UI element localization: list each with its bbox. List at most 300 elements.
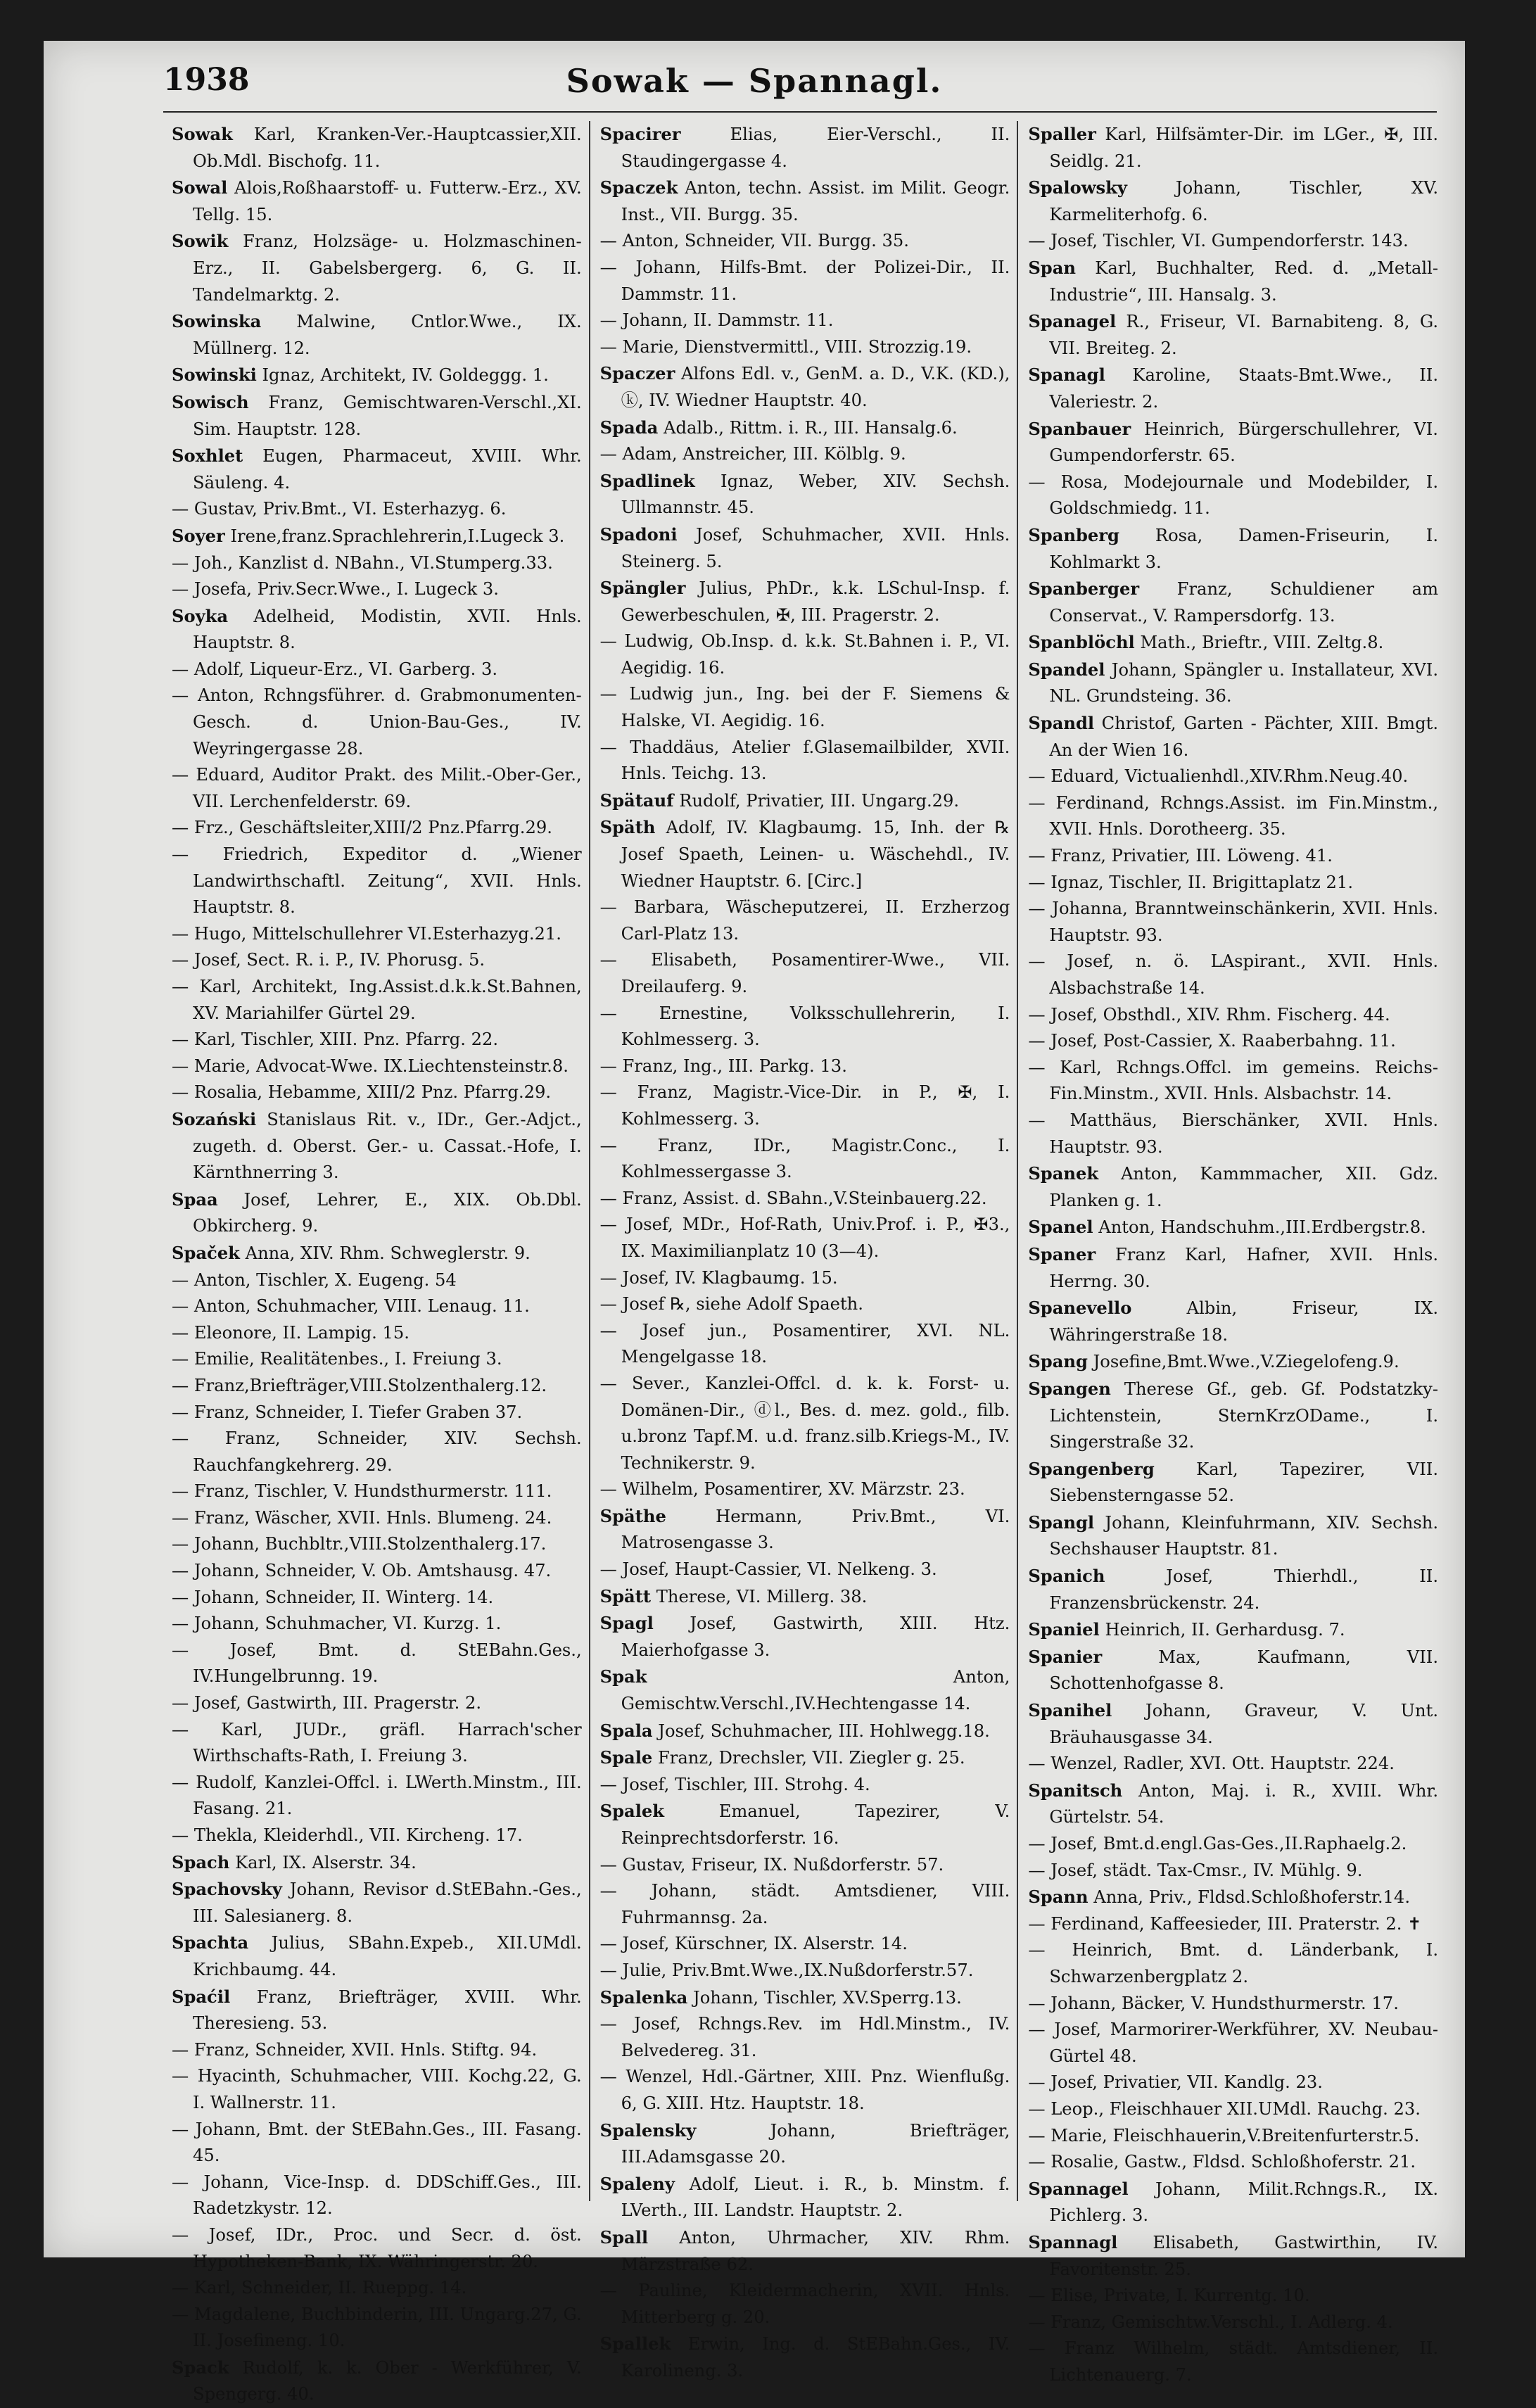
- entry-details: Max, Kaufmann, VII. Schottenhofgasse 8.: [1049, 1647, 1439, 1694]
- entry-surname: Spanihel: [1028, 1700, 1112, 1721]
- entry-details: — Rosa, Modejournale und Modebilder, I. Goldschmiedg. 11.: [1028, 471, 1439, 519]
- entry-surname: Spang: [1028, 1351, 1088, 1372]
- entry-details: — Josef, Sect. R. i. P., IV. Phorusg. 5.: [172, 950, 485, 970]
- entry-details: — Eduard, Auditor Prakt. des Milit.-Ober-Ger., VII. Lerchenfelderstr. 69.: [172, 765, 582, 811]
- column-middle: [589, 121, 1017, 2381]
- entry-surname: Soyka: [172, 605, 229, 626]
- directory-page: [44, 41, 1465, 2404]
- directory-entry: [172, 1770, 582, 1823]
- directory-entry: [172, 2355, 582, 2408]
- entry-surname: Spaa: [172, 1189, 218, 1210]
- entry-details: — Josef, IDr., Proc. und Secr. d. öst. Hypotheken-Bank, IX. Währingerstr. 20.: [172, 2224, 582, 2271]
- entry-details: Heinrich, Bürgerschullehrer, VI. Gumpendorferstr. 65.: [1049, 419, 1439, 466]
- entry-details: — Franz, Privatier, III. Löweng. 41.: [1028, 846, 1333, 866]
- entry-details: — Barbara, Wäscheputzerei, II. Erzherzog Carl-Platz 13.: [599, 897, 1010, 944]
- entry-details: Franz, Schuldiener am Conservat., V. Rampersdorfg. 13.: [1049, 579, 1439, 626]
- entry-details: Emanuel, Tapezirer, V. Reinprechtsdorferstr. 16.: [621, 1801, 1010, 1848]
- entry-details: Franz, Gemischtwaren-Verschl.,XI. Sim. Hauptstr. 128.: [193, 392, 582, 439]
- entry-details: — Anton, Rchngsführer. d. Grabmonumenten-Gesch. d. Union-Bau-Ges., IV. Weyringergasse 28.: [172, 685, 582, 759]
- entry-details: — Josef, Rchngs.Rev. im Hdl.Minstm., IV. Belvedereg. 31.: [599, 2014, 1010, 2060]
- directory-entry: [1028, 1991, 1438, 2017]
- entry-surname: Spann: [1028, 1887, 1088, 1908]
- directory-entry: [1028, 1028, 1438, 1055]
- directory-entry: [172, 576, 582, 603]
- entry-details: — Johann, Schneider, V. Ob. Amtshausg. 47.: [172, 1561, 552, 1581]
- entry-details: — Karl, Architekt, Ing.Assist.d.k.k.St.Bahnen, XV. Mariahilfer Gürtel 29.: [172, 977, 582, 1023]
- entry-details: — Eduard, Victualienhdl.,XIV.Rhm.Neug.40.: [1028, 766, 1409, 787]
- entry-details: Elisabeth, Gastwirthin, IV. Favoritenstr. 25.: [1049, 2232, 1439, 2279]
- entry-surname: Spangl: [1028, 1512, 1095, 1533]
- entry-details: Karl, Buchhalter, Red. d. „Metall-Industrie“, III. Hansalg. 3.: [1049, 258, 1439, 305]
- entry-details: — Emilie, Realitätenbes., I. Freiung 3.: [172, 1349, 502, 1369]
- directory-entry: [172, 1611, 582, 1637]
- entry-details: Karoline, Staats-Bmt.Wwe., II. Valeriestr. 2.: [1049, 365, 1439, 412]
- entry-surname: Soxhlet: [172, 445, 243, 467]
- directory-entry: [172, 1478, 582, 1505]
- entry-surname: Spanbauer: [1028, 418, 1131, 439]
- entry-surname: Spaller: [1028, 124, 1096, 144]
- entry-details: — Marie, Advocat-Wwe. IX.Liechtensteinstr.8.: [172, 1056, 569, 1076]
- entry-surname: Spängler: [599, 578, 686, 599]
- directory-entry: [600, 1186, 1010, 1212]
- entry-details: — Josefa, Priv.Secr.Wwe., I. Lugeck 3.: [172, 579, 499, 600]
- directory-entry: [600, 2331, 1010, 2384]
- directory-entry: [1028, 1160, 1438, 1214]
- directory-entry: [172, 2275, 582, 2302]
- entry-details: — Ernestine, Volksschullehrerin, I. Kohlmesserg. 3.: [599, 1003, 1010, 1050]
- entry-surname: Spaniel: [1028, 1619, 1100, 1640]
- directory-entry: [600, 2278, 1010, 2331]
- entry-surname: Spalowsky: [1028, 177, 1127, 198]
- entry-surname: Spagl: [599, 1613, 654, 1634]
- directory-entry: [600, 1265, 1010, 1292]
- directory-entry: [172, 228, 582, 308]
- directory-entry: [172, 443, 582, 496]
- directory-entry: [172, 1240, 582, 1267]
- directory-entry: [172, 523, 582, 550]
- directory-entry: [600, 735, 1010, 787]
- entry-details: Anton, Kammmacher, XII. Gdz. Planken g. 1.: [1049, 1164, 1439, 1210]
- directory-entry: [172, 496, 582, 523]
- entry-details: — Karl, Tischler, XIII. Pnz. Pfarrg. 22.: [172, 1029, 499, 1050]
- directory-entry: [172, 1293, 582, 1320]
- directory-entry: [600, 787, 1010, 815]
- entry-surname: Spack: [172, 2357, 229, 2378]
- entry-details: Julius, PhDr., k.k. LSchul-Insp. f. Gewerbeschulen, ✠, III. Pragerstr. 2.: [621, 578, 1010, 625]
- directory-entry: [1028, 1884, 1438, 1911]
- entry-details: — Ignaz, Tischler, II. Brigittaplatz 21.: [1028, 872, 1354, 892]
- directory-entry: [172, 1346, 582, 1373]
- directory-entry: [600, 360, 1010, 414]
- entry-details: Therese Gf., geb. Gf. Podstatzky-Lichtenstein, SternKrzODame., I. Singerstraße 32.: [1049, 1379, 1439, 1452]
- entry-details: Johann, Spängler u. Installateur, XVI. NL. Grundsteing. 36.: [1049, 659, 1439, 706]
- directory-entry: [172, 1079, 582, 1106]
- entry-details: — Franz, Gemischtw.Verschl., I. Adlerg. 4.: [1028, 2312, 1393, 2332]
- entry-details: — Karl, Rchngs.Offcl. im gemeins. Reichs-Fin.Minstm., XVII. Hnls. Alsbachstr. 14.: [1028, 1057, 1439, 1104]
- directory-entry: [1028, 1055, 1438, 1108]
- entry-surname: Spangen: [1028, 1378, 1111, 1399]
- directory-entry: [1028, 255, 1438, 308]
- entry-surname: Spaner: [1028, 1243, 1096, 1265]
- directory-entry: [600, 1852, 1010, 1879]
- entry-details: — Franz, Schneider, I. Tiefer Graben 37.: [172, 1402, 523, 1422]
- directory-entry: [1028, 657, 1438, 710]
- directory-entry: [172, 308, 582, 362]
- entry-surname: Spätt: [599, 1585, 652, 1607]
- entry-surname: Spaczer: [599, 363, 675, 384]
- page-number: 1938: [163, 62, 250, 98]
- entry-details: Josef, Schuhmacher, III. Hohlwegg.18.: [652, 1721, 990, 1741]
- entry-details: Johann, Kleinfuhrmann, XIV. Sechsh. Sechshauser Hauptstr. 81.: [1049, 1512, 1439, 1559]
- directory-entry: [600, 308, 1010, 334]
- entry-details: Eugen, Pharmaceut, XVIII. Whr. Säuleng. 4.: [193, 446, 582, 493]
- directory-entry: [1028, 790, 1438, 843]
- directory-entry: [1028, 2229, 1438, 2283]
- entry-details: — Josef, Post-Cassier, X. Raaberbahng. 11.: [1028, 1031, 1396, 1051]
- directory-entry: [600, 1371, 1010, 1476]
- entry-surname: Sowinska: [172, 311, 262, 332]
- directory-entry: [172, 683, 582, 762]
- entry-details: Anna, XIV. Rhm. Schweglerstr. 9.: [239, 1243, 531, 1263]
- entry-details: — Hugo, Mittelschullehrer VI.Esterhazyg.21.: [172, 923, 561, 944]
- entry-surname: Spanevello: [1028, 1298, 1132, 1319]
- directory-entry: [172, 1823, 582, 1849]
- directory-entry: [1028, 2123, 1438, 2150]
- directory-entry: [172, 121, 582, 175]
- directory-entry: [1028, 228, 1438, 255]
- entry-details: Malwine, Cntlor.Wwe., IX. Müllnerg. 12.: [193, 312, 582, 358]
- directory-entry: [600, 894, 1010, 947]
- header-rule: [163, 111, 1437, 113]
- entry-details: Rudolf, k. k. Ober - Werkführer, V. Spengerg. 40.: [193, 2357, 582, 2404]
- entry-details: Anna, Priv., Fldsd.Schloßhoferstr.14.: [1088, 1887, 1411, 1908]
- entry-details: Ignaz, Weber, XIV. Sechsh. Ullmannstr. 45.: [621, 471, 1010, 518]
- entry-surname: Spanagl: [1028, 365, 1105, 386]
- directory-entry: [1028, 763, 1438, 790]
- entry-details: Alois,Roßhaarstoff- u. Futterw.-Erz., XV. Tellg. 15.: [193, 178, 582, 224]
- entry-details: Josef, Gastwirth, XIII. Htz. Maierhofgasse 3.: [621, 1614, 1010, 1660]
- entry-details: — Franz, Wäscher, XVII. Hnls. Blumeng. 24.: [172, 1507, 552, 1528]
- entry-details: Rudolf, Privatier, III. Ungarg.29.: [673, 790, 960, 811]
- directory-entry: [1028, 1376, 1438, 1456]
- entry-details: Josef, Schuhmacher, XVII. Hnls. Steinerg. 5.: [621, 524, 1010, 571]
- directory-entry: [172, 1053, 582, 1080]
- directory-entry: [1028, 629, 1438, 657]
- directory-entry: [600, 255, 1010, 308]
- directory-entry: [1028, 870, 1438, 896]
- directory-entry: [1028, 576, 1438, 629]
- directory-entry: [1028, 522, 1438, 576]
- directory-entry: [600, 1557, 1010, 1583]
- entry-details: — Josef, Tischler, III. Strohg. 4.: [599, 1774, 870, 1794]
- directory-entry: [172, 1400, 582, 1426]
- entry-details: — Johann, Bäcker, V. Hundsthurmerstr. 17.: [1028, 1993, 1399, 2013]
- entry-details: — Franz, IDr., Magistr.Conc., I. Kohlmessergasse 3.: [599, 1135, 1010, 1182]
- entry-details: — Josef ℞, siehe Adolf Spaeth.: [599, 1294, 863, 1314]
- directory-entry: [172, 921, 582, 948]
- entry-surname: Spall: [599, 2226, 649, 2248]
- entry-details: — Rosalia, Hebamme, XIII/2 Pnz. Pfarrg.29.: [172, 1082, 552, 1103]
- entry-details: — Josef, MDr., Hof-Rath, Univ.Prof. i. P., ✠3., IX. Maximilianplatz 10 (3—4).: [599, 1215, 1010, 1261]
- entry-surname: Spala: [599, 1720, 653, 1741]
- entry-details: Ignaz, Architekt, IV. Goldeggg. 1.: [256, 365, 549, 386]
- entry-details: — Josef, städt. Tax-Cmsr., IV. Mühlg. 9.: [1028, 1860, 1363, 1880]
- entry-details: — Heinrich, Bmt. d. Länderbank, I. Schwarzenbergplatz 2.: [1028, 1940, 1439, 1986]
- entry-details: Josefine,Bmt.Wwe.,V.Ziegelofeng.9.: [1087, 1352, 1399, 1372]
- directory-entry: [1028, 308, 1438, 362]
- entry-surname: Spannagl: [1028, 2231, 1118, 2252]
- entry-details: Hermann, Priv.Bmt., VI. Matrosengasse 3.: [621, 1506, 1010, 1553]
- directory-entry: [172, 815, 582, 842]
- directory-entry: [172, 842, 582, 921]
- entry-details: — Franz, Ing., III. Parkg. 13.: [599, 1056, 847, 1076]
- entry-surname: Spandl: [1028, 713, 1095, 734]
- entry-surname: Spalenka: [599, 1986, 688, 2008]
- entry-details: Johann, Revisor d.StEBahn.-Ges., III. Salesianerg. 8.: [193, 1880, 582, 1926]
- directory-entry: [1028, 1751, 1438, 1778]
- entry-details: — Josef, n. ö. LAspirant., XVII. Hnls. Alsbachstraße 14.: [1028, 951, 1439, 998]
- directory-entry: [1028, 362, 1438, 415]
- entry-details: Anton, Handschuhm.,III.Erdbergstr.8.: [1093, 1217, 1426, 1238]
- directory-entry: [1028, 2096, 1438, 2123]
- directory-entry: [172, 2117, 582, 2169]
- directory-entry: [1028, 1108, 1438, 1160]
- entry-details: — Julie, Priv.Bmt.Wwe.,IX.Nußdorferstr.57.: [599, 1960, 974, 1980]
- directory-entry: [600, 2171, 1010, 2224]
- directory-entry: [172, 1929, 582, 1983]
- directory-entry: [600, 1318, 1010, 1371]
- directory-entry: [1028, 1644, 1438, 1697]
- entry-surname: Spaček: [172, 1242, 240, 1263]
- entry-details: — Johann, II. Dammstr. 11.: [599, 310, 834, 331]
- entry-details: — Anton, Schuhmacher, VIII. Lenaug. 11.: [172, 1296, 530, 1317]
- entry-details: — Johanna, Branntweinschänkerin, XVII. Hnls. Hauptstr. 93.: [1028, 899, 1439, 945]
- directory-entry: [600, 575, 1010, 628]
- entry-details: — Johann, Bmt. der StEBahn.Ges., III. Fasang. 45.: [172, 2119, 582, 2166]
- directory-entry: [172, 1717, 582, 1770]
- entry-details: — Josef, Tischler, VI. Gumpendorferstr. 143.: [1028, 231, 1409, 251]
- entry-details: — Johann, Hilfs-Bmt. der Polizei-Dir., II. Dammstr. 11.: [599, 257, 1010, 304]
- entry-surname: Spachta: [172, 1932, 249, 1953]
- entry-details: — Hyacinth, Schuhmacher, VIII. Kochg.22, G. I. Wallnerstr. 11.: [172, 2066, 582, 2112]
- entry-details: Rosa, Damen-Friseurin, I. Kohlmarkt 3.: [1049, 525, 1439, 572]
- entry-surname: Spadoni: [599, 524, 678, 545]
- entry-surname: Späth: [599, 817, 656, 838]
- directory-entry: [1028, 1456, 1438, 1509]
- entry-surname: Spanich: [1028, 1566, 1105, 1587]
- directory-entry: [600, 1958, 1010, 1984]
- entry-surname: Spaleny: [599, 2173, 675, 2194]
- directory-entry: [1028, 121, 1438, 175]
- entry-details: — Johann, Vice-Insp. d. DDSchiff.Ges., III. Radetzkystr. 12.: [172, 2172, 582, 2219]
- directory-entry: [1028, 416, 1438, 469]
- entry-details: Franz, Drechsler, VII. Ziegler g. 25.: [652, 1748, 965, 1768]
- entry-details: Anton, Maj. i. R., XVIII. Whr. Gürtelstr. 54.: [1049, 1780, 1439, 1827]
- entry-details: Johann, Milit.Rchngs.R., IX. Pichlerg. 3.: [1049, 2179, 1439, 2226]
- directory-entry: [600, 814, 1010, 894]
- entry-details: — Adolf, Liqueur-Erz., VI. Garberg. 3.: [172, 659, 498, 679]
- entry-details: Irene,franz.Sprachlehrerin,I.Lugeck 3.: [224, 526, 565, 546]
- directory-entry: [600, 2117, 1010, 2171]
- entry-details: — Thaddäus, Atelier f.Glasemailbilder, XVII. Hnls. Teichg. 13.: [599, 737, 1010, 784]
- directory-entry: [172, 1876, 582, 1929]
- entry-details: — Ferdinand, Kaffeesieder, III. Praterstr. 2. ✝: [1028, 1913, 1422, 1934]
- entry-details: Christof, Garten - Pächter, XIII. Bmgt. An der Wien 16.: [1049, 714, 1439, 760]
- entry-details: — Franz, Tischler, V. Hundsthurmerstr. 111.: [172, 1481, 552, 1502]
- entry-details: Elias, Eier-Verschl., II. Staudingergasse 4.: [621, 125, 1010, 171]
- directory-entry: [172, 550, 582, 577]
- entry-surname: Spanberger: [1028, 578, 1140, 600]
- directory-entry: [172, 1373, 582, 1400]
- entry-surname: Spada: [599, 417, 659, 438]
- directory-entry: [172, 2169, 582, 2222]
- entry-details: Julius, SBahn.Expeb., XII.UMdl. Krichbaumg. 44.: [193, 1933, 582, 1979]
- entry-details: — Wenzel, Radler, XVI. Ott. Hauptstr. 224.: [1028, 1754, 1395, 1774]
- entry-details: Johann, Graveur, V. Unt. Bräuhausgasse 34.: [1049, 1701, 1439, 1747]
- entry-details: — Rudolf, Kanzlei-Offcl. i. LWerth.Minstm., III. Fasang. 21.: [172, 1772, 582, 1819]
- directory-entry: [172, 1558, 582, 1585]
- entry-details: Josef, Lehrer, E., XIX. Ob.Dbl. Obkircherg. 9.: [193, 1189, 582, 1236]
- entry-details: — Ferdinand, Rchngs.Assist. im Fin.Minstm., XVII. Hnls. Dorotheerg. 35.: [1028, 792, 1439, 839]
- entry-surname: Soyer: [172, 525, 225, 546]
- entry-details: Adelheid, Modistin, XVII. Hnls. Hauptstr. 8.: [193, 606, 582, 653]
- entry-details: Erwin, Ing. d. StEBahn.Ges., IV. Karolineng. 3.: [621, 2334, 1010, 2381]
- directory-entry: [1028, 896, 1438, 949]
- entry-details: Therese, VI. Millerg. 38.: [651, 1586, 868, 1607]
- entry-details: Anton, techn. Assist. im Milit. Geogr. Inst., VII. Burgg. 35.: [621, 178, 1010, 224]
- directory-entry: [172, 657, 582, 683]
- directory-entry: [600, 1718, 1010, 1745]
- entry-surname: Spannagel: [1028, 2178, 1129, 2199]
- entry-details: — Josef, Privatier, VII. Kandlg. 23.: [1028, 2072, 1323, 2093]
- entry-details: — Adam, Anstreicher, III. Kölblg. 9.: [599, 444, 906, 464]
- entry-details: — Thekla, Kleiderhdl., VII. Kircheng. 17.: [172, 1825, 523, 1845]
- entry-details: Johann, Tischler, XV.Sperrg.13.: [687, 1987, 962, 2008]
- entry-details: — Karl, Schneider, II. Rueppg. 14.: [172, 2278, 467, 2298]
- directory-entry: [1028, 2283, 1438, 2309]
- entry-details: — Wenzel, Hdl.-Gärtner, XIII. Pnz. Wienflußg. 6, G. XIII. Htz. Hauptstr. 18.: [599, 2067, 1010, 2113]
- entry-details: Franz Karl, Hafner, XVII. Hnls. Herrng. 30.: [1049, 1244, 1439, 1291]
- entry-details: Albin, Friseur, IX. Währingerstraße 18.: [1049, 1298, 1439, 1345]
- directory-entry: [1028, 1697, 1438, 1751]
- entry-details: Alfons Edl. v., GenM. a. D., V.K. (KD.), ⓚ, IV. Wiedner Hauptstr. 40.: [621, 364, 1010, 410]
- page-header: [44, 41, 1465, 118]
- directory-entry: [600, 1053, 1010, 1080]
- directory-entry: [600, 1878, 1010, 1931]
- entry-surname: Spanblöchl: [1028, 632, 1135, 653]
- entry-surname: Spadlinek: [599, 470, 695, 491]
- directory-entry: [600, 334, 1010, 361]
- entry-details: R., Friseur, VI. Barnabiteng. 8, G. VII. Breiteg. 2.: [1049, 312, 1439, 358]
- directory-entry: [1028, 1858, 1438, 1884]
- directory-entry: [600, 947, 1010, 1000]
- entry-details: Josef, Thierhdl., II. Franzensbrückenstr. 24.: [1049, 1566, 1439, 1613]
- directory-entry: [1028, 2309, 1438, 2336]
- entry-surname: Spalek: [599, 1801, 665, 1822]
- directory-entry: [600, 1984, 1010, 2012]
- entry-surname: Sowisch: [172, 391, 249, 412]
- directory-entry: [600, 414, 1010, 442]
- entry-details: Stanislaus Rit. v., IDr., Ger.-Adjct., zugeth. d. Oberst. Ger.- u. Cassat.-Hofe, I. Kärnthnerring 3.: [193, 1109, 582, 1183]
- directory-entry: [172, 974, 582, 1027]
- entry-details: — Johann, städt. Amtsdiener, VIII. Fuhrmannsg. 2a.: [599, 1881, 1010, 1927]
- directory-entry: [172, 2063, 582, 2116]
- directory-entry: [600, 1001, 1010, 1053]
- entry-details: Karl, Tapezirer, VII. Siebensterngasse 52.: [1049, 1459, 1439, 1506]
- directory-entry: [600, 1744, 1010, 1772]
- entry-surname: Spalensky: [599, 2119, 697, 2141]
- directory-entry: [172, 2037, 582, 2064]
- entry-surname: Spaczek: [599, 177, 678, 198]
- directory-entry: [1028, 175, 1438, 228]
- directory-entry: [172, 947, 582, 974]
- entry-details: — Eleonore, II. Lampig. 15.: [172, 1322, 410, 1343]
- directory-entry: [1028, 2336, 1438, 2388]
- entry-details: — Gustav, Priv.Bmt., VI. Esterhazyg. 6.: [172, 499, 507, 519]
- directory-entry: [1028, 1295, 1438, 1348]
- entry-surname: Sowak: [172, 124, 233, 144]
- directory-entry: [600, 1476, 1010, 1503]
- entry-details: Anton, Gemischtw.Verschl.,IV.Hechtengasse 14.: [621, 1667, 1010, 1714]
- directory-entry: [600, 1212, 1010, 1265]
- entry-details: — Josef, Marmorirer-Werkführer, XV. Neubau-Gürtel 48.: [1028, 2020, 1439, 2066]
- entry-surname: Spacirer: [599, 124, 681, 144]
- directory-entry: [1028, 2070, 1438, 2096]
- entry-details: Adalb., Rittm. i. R., III. Hansalg.6.: [658, 417, 958, 438]
- directory-entry: [1028, 2149, 1438, 2176]
- directory-entry: [600, 521, 1010, 575]
- entry-details: — Josef, Gastwirth, III. Pragerstr. 2.: [172, 1693, 482, 1713]
- directory-entry: [600, 1291, 1010, 1318]
- entry-details: — Gustav, Friseur, IX. Nußdorferstr. 57.: [599, 1854, 944, 1875]
- entry-details: — Magdalene, Buchbinderin, III. Ungarg.27, G. II. Josefineng. 10.: [172, 2304, 582, 2351]
- entry-details: — Johann, Schneider, II. Winterg. 14.: [172, 1587, 494, 1607]
- entry-details: — Frz., Geschäftsleiter,XIII/2 Pnz.Pfarrg.29.: [172, 818, 552, 838]
- directory-entry: [172, 1186, 582, 1240]
- directory-entry: [600, 175, 1010, 228]
- directory-entry: [1028, 710, 1438, 763]
- entry-surname: Spanek: [1028, 1163, 1099, 1184]
- entry-details: Johann, Tischler, XV. Karmeliterhofg. 6.: [1049, 178, 1439, 224]
- entry-details: — Matthäus, Bierschänker, XVII. Hnls. Hauptstr. 93.: [1028, 1110, 1439, 1157]
- directory-entry: [600, 121, 1010, 175]
- directory-entry: [172, 1505, 582, 1532]
- entry-surname: Späthe: [599, 1505, 666, 1526]
- entry-surname: Sozański: [172, 1108, 257, 1129]
- entry-surname: Sowal: [172, 177, 228, 198]
- directory-entry: [172, 1106, 582, 1186]
- directory-entry: [172, 1849, 582, 1877]
- entry-details: — Marie, Fleischhauerin,V.Breitenfurterstr.5.: [1028, 2125, 1420, 2146]
- entry-details: — Rosalie, Gastw., Fldsd. Schloßhoferstr. 21.: [1028, 2152, 1416, 2172]
- directory-entry: [172, 762, 582, 815]
- directory-entry: [172, 2222, 582, 2275]
- entry-details: — Anton, Schneider, VII. Burgg. 35.: [599, 231, 909, 251]
- entry-surname: Spangenberg: [1028, 1458, 1155, 1479]
- entry-details: — Franz Wilhelm, städt. Amtsdiener, II. Lichtenauerg. 7.: [1028, 2338, 1439, 2385]
- directory-columns: [162, 121, 1445, 2404]
- entry-details: — Josef, Haupt-Cassier, VI. Nelkeng. 3.: [599, 1559, 937, 1580]
- directory-entry: [172, 1267, 582, 1294]
- directory-entry: [600, 468, 1010, 521]
- entry-details: Franz, Briefträger, XVIII. Whr. Theresieng. 53.: [193, 1986, 582, 2034]
- entry-details: — Josef, Bmt.d.engl.Gas-Ges.,II.Raphaelg.2.: [1028, 1834, 1407, 1853]
- directory-entry: [172, 1984, 582, 2037]
- entry-surname: Spanier: [1028, 1646, 1103, 1667]
- entry-details: — Joh., Kanzlist d. NBahn., VI.Stumperg.33.: [172, 552, 553, 573]
- entry-details: — Josef, IV. Klagbaumg. 15.: [599, 1267, 838, 1288]
- entry-details: Karl, IX. Alserstr. 34.: [229, 1852, 417, 1872]
